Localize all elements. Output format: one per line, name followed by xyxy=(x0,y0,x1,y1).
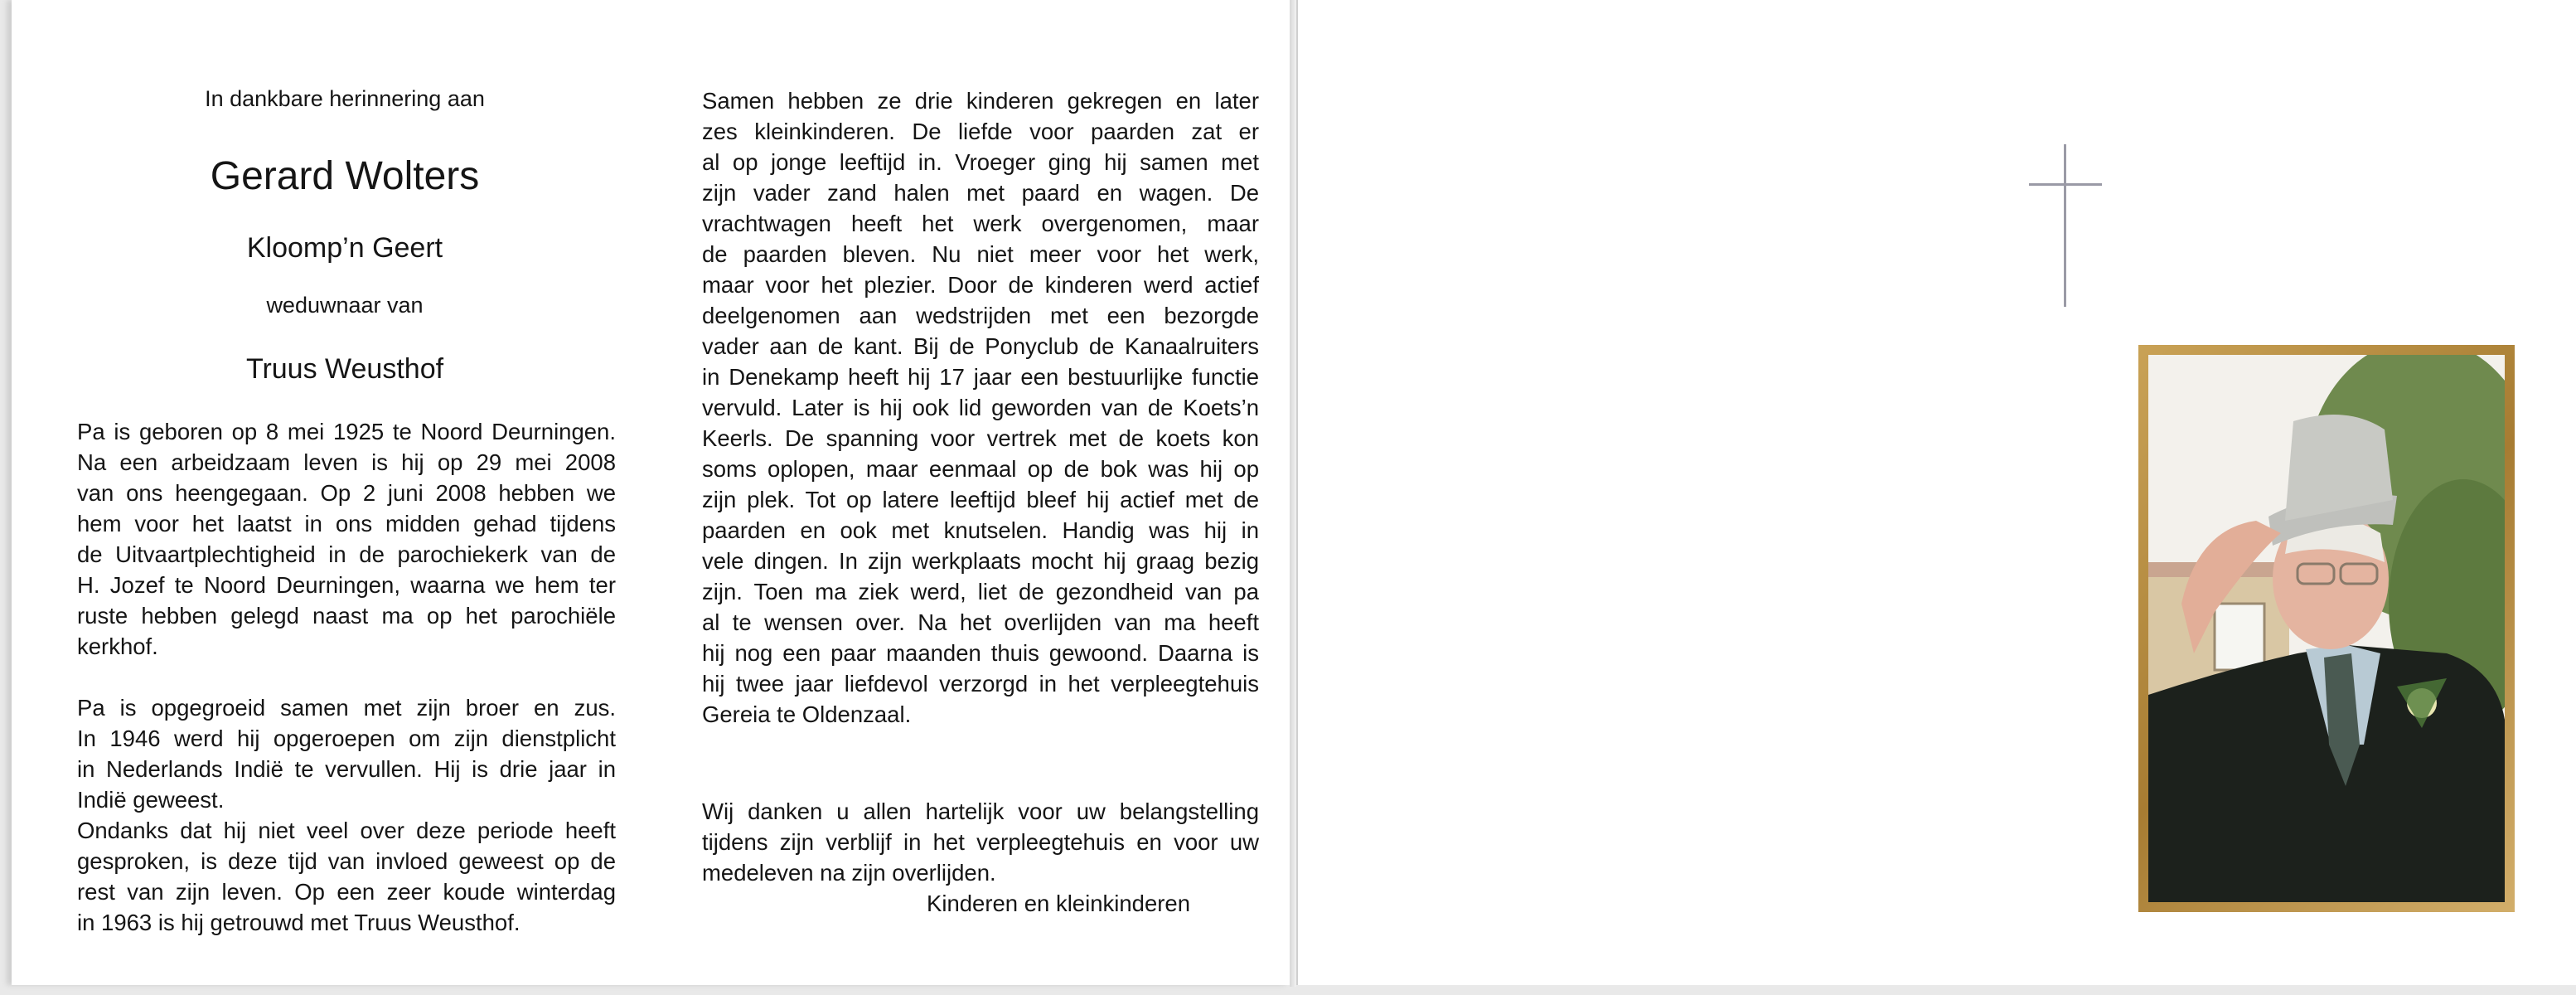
text-line: kerkhof. xyxy=(77,633,158,659)
text-line: Pa is opgegroeid samen met zijn broer en zus. xyxy=(77,695,616,721)
text-line: van ons heengegaan. Op 2 juni 2008 hebben we xyxy=(77,480,616,506)
text-line: Na een arbeidzaam leven is hij op 29 mei 2008 xyxy=(77,449,616,475)
text-line: in 1963 is hij getrouwd met Truus Weusthof. xyxy=(77,910,521,935)
text-line: vervuld. Later is hij ook lid geworden van de Koets’n xyxy=(702,395,1259,420)
text-line: In 1946 werd hij opgeroepen om zijn dienstplicht xyxy=(77,726,616,751)
text-line: Gereia te Oldenzaal. xyxy=(702,701,912,727)
text-line: de Uitvaartplechtigheid in de parochiekerk van de xyxy=(77,541,616,567)
portrait-illustration xyxy=(2148,355,2505,902)
text-line: paarden en ook met knutselen. Handig was hij in xyxy=(702,517,1259,543)
text-line: hem voor het laatst in ons midden gehad tijdens xyxy=(77,511,616,536)
text-line: deelgenomen aan wedstrijden met een bezorgde xyxy=(702,303,1259,328)
card-fold xyxy=(1290,0,1296,987)
text-line: zijn vader zand halen met paard en wagen. De xyxy=(702,180,1259,206)
text-line: Pa is geboren op 8 mei 1925 te Noord Deurningen. xyxy=(77,419,616,444)
text-line: H. Jozef te Noord Deurningen, waarna we hem ter xyxy=(77,572,616,598)
biography-left xyxy=(77,416,616,938)
text-line: de paarden bleven. Nu niet meer voor het werk, xyxy=(702,241,1259,267)
text-line: Indië geweest. xyxy=(77,787,225,813)
text-line: medeleven na zijn overlijden. xyxy=(702,860,996,886)
text-line: al te wensen over. Na het overlijden van ma heeft xyxy=(702,609,1259,635)
paragraph-gap xyxy=(77,662,616,692)
paragraph-gap xyxy=(702,730,1259,796)
cross-icon xyxy=(2064,144,2066,307)
text-line: Samen hebben ze drie kinderen gekregen en later xyxy=(702,88,1259,114)
text-line: Keerls. De spanning voor vertrek met de koets kon xyxy=(702,425,1259,451)
signature: Kinderen en kleinkinderen xyxy=(927,891,1190,916)
text-line: vele dingen. In zijn werkplaats mocht hij graag bezig xyxy=(702,548,1259,574)
portrait-photo-frame xyxy=(2138,345,2515,912)
intro-text: In dankbare herinnering aan xyxy=(205,86,485,111)
text-line: Ondanks dat hij niet veel over deze periode heeft xyxy=(77,818,616,843)
text-line: zijn. Toen ma ziek werd, liet de gezondheid van pa xyxy=(702,579,1259,604)
text-line: Wij danken u allen hartelijk voor uw belangstelling xyxy=(702,798,1259,824)
relation-text: weduwnaar van xyxy=(266,293,424,318)
text-line: in Denekamp heeft hij 17 jaar een bestuurlijke functie xyxy=(702,364,1259,390)
nickname: Kloomp’n Geert xyxy=(246,232,443,264)
biography-right xyxy=(702,85,1259,888)
spouse-name: Truus Weusthof xyxy=(245,353,444,385)
text-line: rest van zijn leven. Op een zeer koude winterdag xyxy=(77,879,616,905)
text-line: hij nog een paar maanden thuis gewoond. Daarna is xyxy=(702,640,1259,666)
text-line: in Nederlands Indië te vervullen. Hij is drie jaar in xyxy=(77,756,616,782)
deceased-name: Gerard Wolters xyxy=(210,154,480,198)
cross-icon-bar xyxy=(2029,183,2102,186)
text-line: maar voor het plezier. Door de kinderen werd actief xyxy=(702,272,1259,298)
text-line: hij twee jaar liefdevol verzorgd in het verpleegtehuis xyxy=(702,671,1259,696)
text-line: zes kleinkinderen. De liefde voor paarden zat er xyxy=(702,119,1259,144)
text-line: gesproken, is deze tijd van invloed geweest op de xyxy=(77,848,616,874)
text-line: vader aan de kant. Bij de Ponyclub de Kanaalruiters xyxy=(702,333,1259,359)
portrait-photo xyxy=(2148,355,2505,902)
text-line: soms oplopen, maar eenmaal op de bok was hij op xyxy=(702,456,1259,482)
text-line: al op jonge leeftijd in. Vroeger ging hij samen met xyxy=(702,149,1259,175)
text-line: vrachtwagen heeft het werk overgenomen, maar xyxy=(702,211,1259,236)
text-line: tijdens zijn verblijf in het verpleegtehuis en voor uw xyxy=(702,829,1259,855)
text-line: zijn plek. Tot op latere leeftijd bleef hij actief met de xyxy=(702,487,1259,512)
text-line: ruste hebben gelegd naast ma op het parochiële xyxy=(77,603,616,629)
